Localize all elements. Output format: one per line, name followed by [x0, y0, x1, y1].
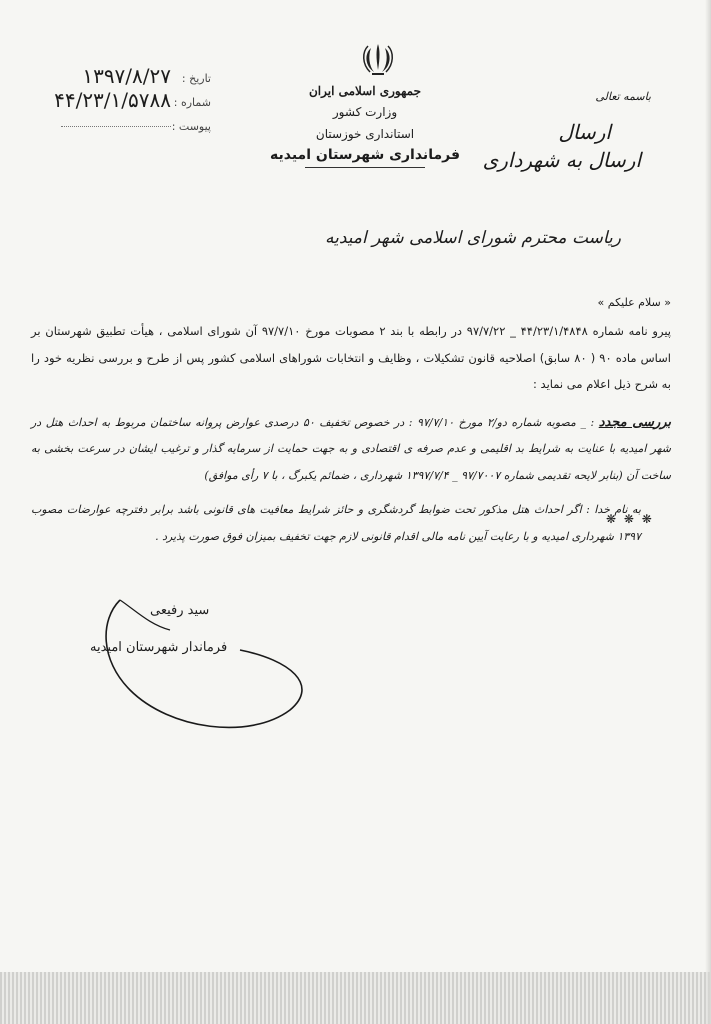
review-heading: بررسی مجدد — [598, 414, 672, 430]
handwritten-annotation — [421, 62, 651, 172]
decorative-stars: ❋ ❋ ❋ — [606, 512, 654, 526]
iran-emblem-icon — [358, 40, 398, 80]
handwritten-line-3: ارسال به شهرداری — [482, 148, 641, 172]
handwritten-line-1: باسمه تعالی — [595, 90, 651, 103]
letterhead-ministry: وزارت کشور — [332, 105, 398, 119]
date-label: تاریخ : — [181, 72, 211, 85]
signatory-title: فرماندار شهرستان امیدیه — [90, 640, 228, 655]
review-text: : _ مصوبه شماره دو/۲ مورخ ۹۷/۷/۱۰ : در خصوص تخفیف ۵۰ درصدی عوارض پروانه ساختمان مربوط به احداث هتل در شهر امیدیه با عنایت به شرایط بد اقلیمی و عدم صرفه ی اقتصادی و به جهت حمایت از سرمایه گذار و ترغیب ایشان در سرعت بخشی به ساخت آن (بنابر لایحه تقدیمی شماره ۹۷/۷۰۰۷ _ ۱۳۹۷/۷/۴ شهرداری ، ضمائم یکبرگ ، با ۷ رأی موافق) — [31, 415, 671, 482]
letter-body — [31, 318, 671, 550]
number-row — [21, 88, 211, 112]
handwritten-line-2: ارسال — [558, 120, 611, 144]
attachment-row — [21, 112, 211, 136]
scan-artifact-strip — [0, 972, 711, 1024]
date-value: ۱۳۹۷/۸/۲۷ — [82, 64, 171, 88]
letterhead-underline — [305, 167, 425, 168]
body-paragraph-3: به نام خدا : اگر احداث هتل مذکور تحت ضوابط گردشگری و حائز شرایط معافیت های قانونی باشد برابر دفترچه عوارضات مصوب ۱۳۹۷ شهرداری امیدیه و با رعایت آیین نامه مالی اقدام قانونی لازم جهت تخفیف بمیزان فوق صورت پذیرد . — [31, 503, 641, 543]
attachment-label: پیوست : — [171, 120, 211, 133]
body-paragraph-2 — [31, 410, 671, 490]
greeting: « سلام علیکم » — [597, 296, 671, 309]
body-paragraph-1: پیرو نامه شماره ۴۴/۲۳/۱/۴۸۴۸ _ ۹۷/۷/۲۲ در رابطه با بند ۲ مصوبات مورخ ۹۷/۷/۱۰ آن شورای اسلامی ، هیأت تطبیق شهرستان بر اساس ماده ۹۰ ( ۸۰ سابق) اصلاحیه قانون تشکیلات ، وظایف و انتخابات شوراهای اسلامی کشور پس از طرح و بررسی نظریه خود را به شرح ذیل اعلام می نماید : — [31, 324, 671, 391]
signatory-name: سید رفیعی — [150, 603, 210, 618]
date-row — [21, 64, 211, 88]
number-label: شماره : — [173, 96, 211, 109]
letterhead-province: استانداری خوزستان — [315, 127, 415, 141]
number-value: ۴۴/۲۳/۱/۵۷۸۸ — [54, 88, 171, 112]
letterhead-office: فرمانداری شهرستان امیدیه — [269, 147, 460, 163]
attachment-dots — [61, 126, 171, 127]
letter-meta — [21, 64, 211, 136]
addressee: ریاست محترم شورای اسلامی شهر امیدیه — [324, 228, 621, 248]
scan-edge — [705, 0, 711, 1024]
letterhead-country: جمهوری اسلامی ایران — [308, 84, 422, 98]
